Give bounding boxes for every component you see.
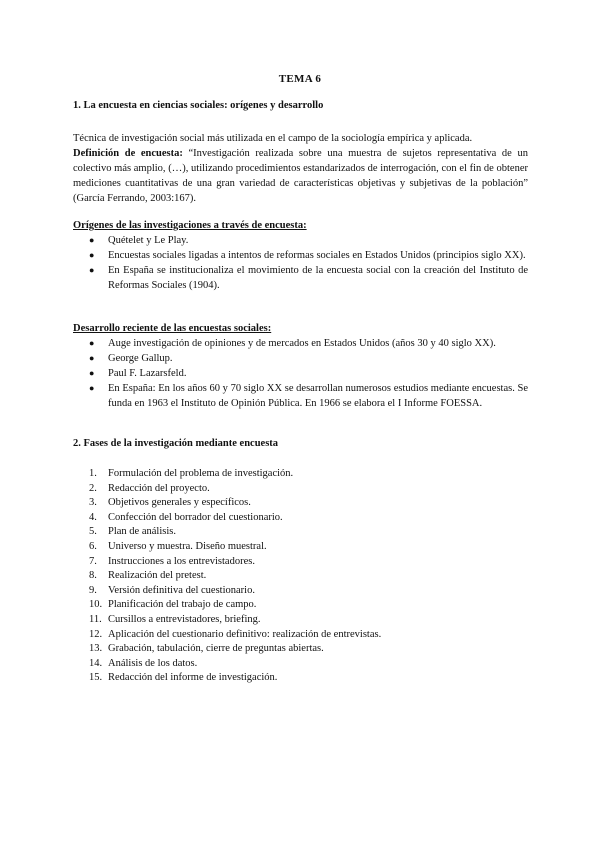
list-item: ● En España: En los años 60 y 70 siglo XX se desarrollan numerosos estudios mediante encuestas. Se funda en 1963 el Instituto de Opinión Pública. En 1966 se elabora el I Informe FOESSA. — [89, 383, 528, 409]
bullet-icon: ● — [89, 368, 95, 378]
bullet-icon: ● — [89, 383, 95, 393]
bullet-icon: ● — [89, 353, 95, 363]
list-item: 11. Cursillos a entrevistadores, briefing. — [89, 613, 261, 625]
intro-text: Técnica de investigación social más utilizada en el campo de la sociología empírica y aplicada. — [73, 133, 473, 144]
list-item: 6. Universo y muestra. Diseño muestral. — [89, 540, 267, 552]
list-item: 7. Instrucciones a los entrevistadores. — [89, 555, 255, 567]
list-item: 2. Redacción del proyecto. — [89, 482, 210, 494]
bullet-icon: ● — [89, 250, 95, 260]
list-item: 3. Objetivos generales y específicos. — [89, 497, 251, 509]
list-item: 14. Análisis de los datos. — [89, 657, 198, 669]
origins-section — [73, 218, 528, 293]
list-item: 15. Redacción del informe de investigación. — [89, 672, 278, 684]
list-item: ● Auge investigación de opiniones y de mercados en Estados Unidos (años 30 y 40 siglo XX). — [89, 338, 496, 349]
origins-list — [73, 233, 528, 293]
list-item: 1. Formulación del problema de investigación. — [89, 468, 294, 479]
section-2-heading: 2. Fases de la investigación mediante encuesta — [73, 438, 279, 449]
list-item: ● Paul F. Lazarsfeld. — [89, 368, 187, 379]
list-item: ● Quételet y Le Play. — [89, 235, 189, 246]
origins-heading: Orígenes de las investigaciones a través de encuesta: — [73, 220, 307, 231]
recent-section — [73, 321, 528, 411]
bullet-icon: ● — [89, 338, 95, 348]
recent-list — [73, 336, 528, 411]
page-title: TEMA 6 — [278, 73, 322, 85]
list-item: 8. Realización del pretest. — [89, 570, 207, 582]
list-item: 9. Versión definitiva del cuestionario. — [89, 584, 255, 596]
bullet-icon: ● — [89, 235, 95, 245]
list-item: 5. Plan de análisis. — [89, 526, 176, 538]
list-item: 12. Aplicación del cuestionario definitivo: realización de entrevistas. — [89, 628, 382, 640]
intro-paragraph — [73, 131, 528, 206]
bullet-icon: ● — [89, 265, 95, 275]
definition-label: Definición de encuesta: — [73, 148, 183, 159]
list-item: 10. Planificación del trabajo de campo. — [89, 599, 257, 611]
list-item: ● George Gallup. — [89, 353, 173, 364]
section-1-heading: 1. La encuesta en ciencias sociales: orígenes y desarrollo — [73, 100, 324, 111]
definition-text: “Investigación realizada sobre una muestra de sujetos representativa de un colectivo más amplio, (…), utilizando procedimientos estandarizados de interrogación, con el fin de obtener mediciones cuantitativas de una gran variedad de características objetivas y subjetivas de la población” (García Ferrando, 2003:167). — [73, 148, 528, 204]
phases-list — [73, 467, 528, 686]
list-item: 13. Grabación, tabulación, cierre de preguntas abiertas. — [89, 643, 324, 655]
list-item: ● Encuestas sociales ligadas a intentos de reformas sociales en Estados Unidos (principios siglo XX). — [89, 250, 526, 261]
list-item: 4. Confección del borrador del cuestionario. — [89, 511, 283, 523]
list-item: ● En España se institucionaliza el movimiento de la encuesta social con la creación del Instituto de Reformas Sociales (1904). — [89, 265, 528, 291]
recent-heading: Desarrollo reciente de las encuestas sociales: — [73, 323, 272, 334]
